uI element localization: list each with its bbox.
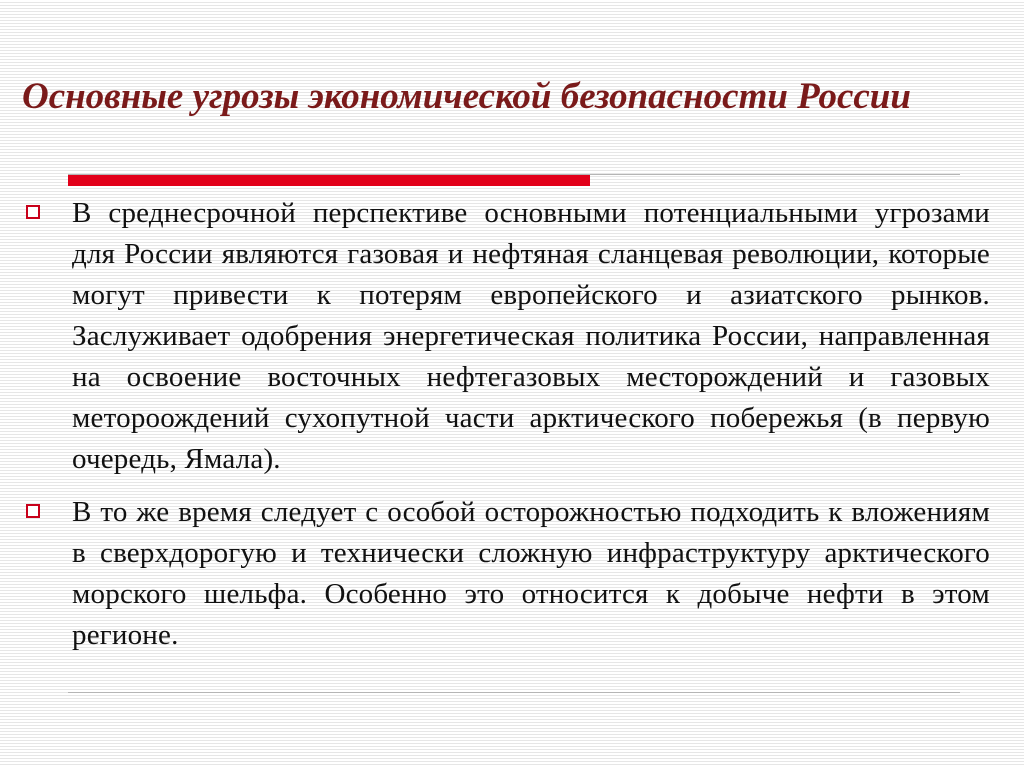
bullet-item [22,193,990,480]
title-accent-bar [68,175,590,186]
hollow-square-bullet-icon [26,205,40,219]
bottom-divider-line [68,692,960,693]
bullet-text: В то же время следует с особой осторожностью подходить к вложениям в сверхдорогую и технически сложную инфраструктуру арктического морского шельфа. Особенно это относится к добыче нефти в этом регионе. [72,496,990,651]
slide-title: Основные угрозы экономической безопасности России [22,76,911,117]
hollow-square-bullet-icon [26,504,40,518]
bullet-text: В среднесрочной перспективе основными потенциальными угрозами для России являются газовая и нефтяная сланцевая революции, которые могут привести к потерям европейского и азиатского рынков. Заслуживает одобрения энергетическая политика России, направленная на освоение восточных нефтегазовых месторождений и газовых метороождений сухопутной части арктического побережья (в первую очередь, Ямала). [72,197,990,475]
bullet-item [22,492,990,656]
bullet-list [22,193,990,668]
